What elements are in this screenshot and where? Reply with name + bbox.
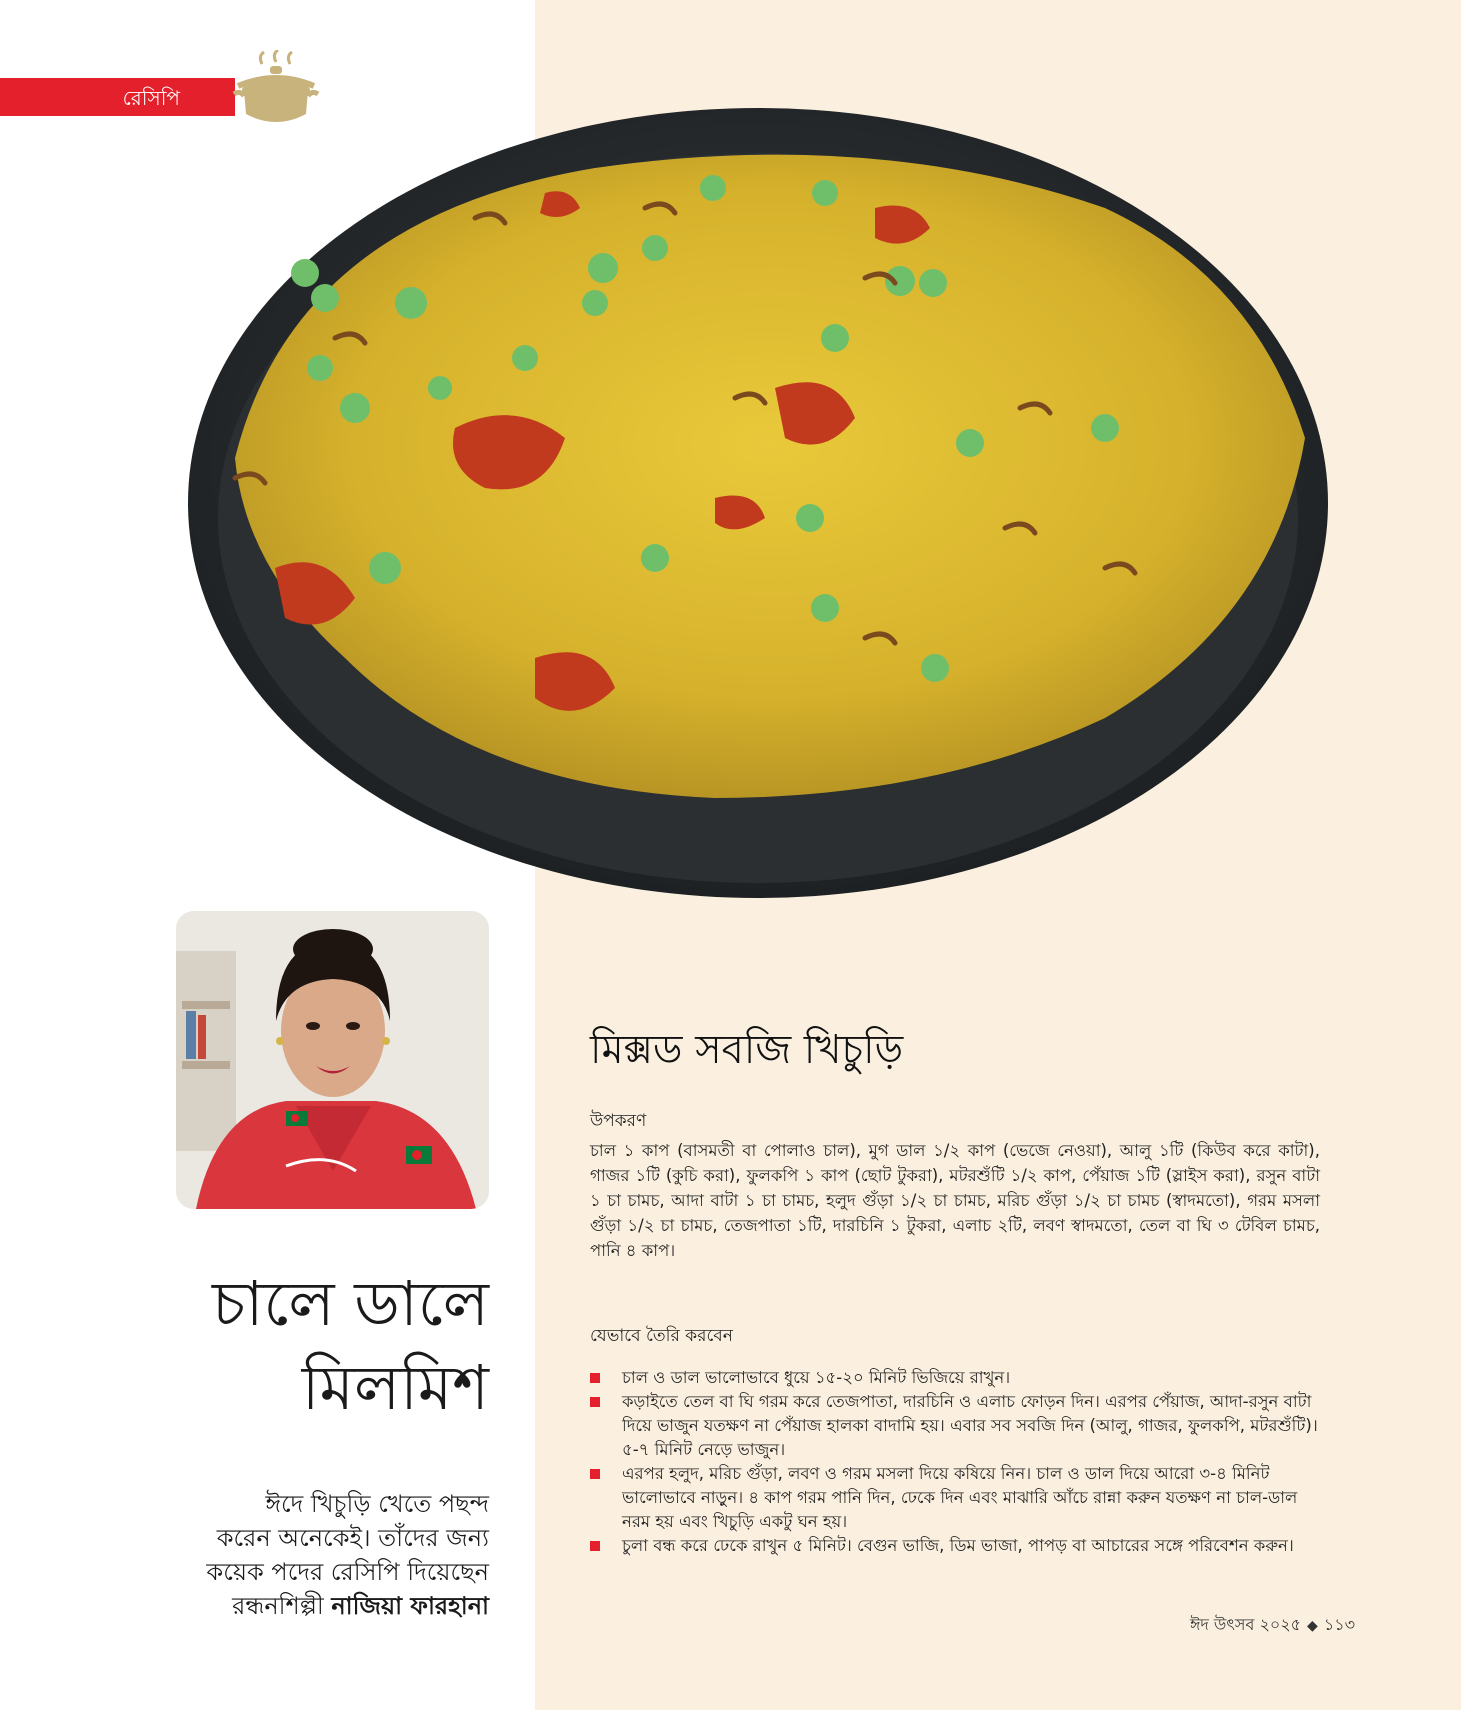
publication-name: ঈদ উৎসব ২০২৫ [1189,1615,1302,1634]
method-step [590,1390,1320,1462]
intro-line-2: করেন অনেকেই। তাঁদের জন্য [216,1524,489,1552]
page-footer [1190,1612,1355,1639]
red-square-bullet-icon [590,1541,600,1551]
page-number: ১১৩ [1323,1615,1355,1634]
step-text: চুলা বন্ধ করে ঢেকে রাখুন ৫ মিনিট। বেগুন ভাজি, ডিম ভাজা, পাপড় বা আচারের সঙ্গে পরিবেশন করুন। [622,1536,1294,1555]
step-text: কড়াইতে তেল বা ঘি গরম করে তেজপাতা, দারচিনি ও এলাচ ফোড়ন দিন। এরপর পেঁয়াজ, আদা-রসুন বাটা দিয়ে ভাজুন যতক্ষণ না পেঁয়াজ হালকা বাদামি হয়। এবার সব সবজি দিন (আলু, গাজর, ফুলকপি, মটরশুঁটি)। ৫-৭ মিনিট নেড়ে ভাজুন। [622,1392,1318,1459]
intro-line-4-prefix: রন্ধনশিল্পী [232,1592,332,1620]
headline-line-1: চালে ডালে [212,1267,489,1340]
section-label: রেসিপি [122,86,180,110]
method-heading: যেভাবে তৈরি করবেন [590,1326,733,1346]
red-square-bullet-icon [590,1373,600,1383]
method-step [590,1366,1320,1390]
ingredients-heading: উপকরণ [590,1111,647,1131]
method-steps [590,1366,1320,1558]
step-text: চাল ও ডাল ভালোভাবে ধুয়ে ১৫-২০ মিনিট ভিজিয়ে রাখুন। [622,1368,1011,1387]
author-name: নাজিয়া ফারহানা [331,1592,489,1620]
method-step [590,1534,1320,1558]
intro-line-1: ঈদে খিচুড়ি খেতে পছন্দ [265,1490,489,1518]
khichuri-dish-photo [175,98,1340,898]
method-step [590,1462,1320,1534]
step-text: এরপর হলুদ, মরিচ গুঁড়া, লবণ ও গরম মসলা দিয়ে কষিয়ে নিন। চাল ও ডাল দিয়ে আরো ৩-৪ মিনিট ভালোভাবে নাড়ুন। ৪ কাপ গরম পানি দিন, ঢেকে দিন এবং মাঝারি আঁচে রান্না করুন যতক্ষণ না চাল-ডাল নরম হয় এবং খিচুড়ি একটু ঘন হয়। [622,1464,1298,1531]
red-square-bullet-icon [590,1397,600,1407]
ingredients-text: চাল ১ কাপ (বাসমতী বা পোলাও চাল), মুগ ডাল ১/২ কাপ (ভেজে নেওয়া), আলু ১টি (কিউব করে কাটা), গাজর ১টি (কুচি করা), ফুলকপি ১ কাপ (ছোট টুকরা), মটরশুঁটি ১/২ কাপ, পেঁয়াজ ১টি (স্লাইস করা), রসুন বাটা ১ চা চামচ, আদা বাটা ১ চা চামচ, হলুদ গুঁড়া ১/২ চা চামচ, মরিচ গুঁড়া ১/২ চা চামচ (স্বাদমতো), গরম মসলা গুঁড়া ১/২ চা চামচ, তেজপাতা ১টি, দারচিনি ১ টুকরা, এলাচ ২টি, লবণ স্বাদমতো, তেল বা ঘি ৩ টেবিল চামচ, পানি ৪ কাপ। [590,1141,1320,1260]
article-intro [69,1487,489,1623]
headline-line-2: মিলমিশ [301,1351,489,1424]
red-square-bullet-icon [590,1469,600,1479]
chef-portrait-photo [176,911,489,1209]
article-headline [212,1262,489,1430]
intro-line-3: কয়েক পদের রেসিপি দিয়েছেন [206,1558,489,1586]
recipe-title: মিক্সড সবজি খিচুড়ি [590,1027,904,1073]
diamond-separator-icon: ◆ [1307,1618,1318,1634]
intro-line-4 [69,1589,489,1623]
